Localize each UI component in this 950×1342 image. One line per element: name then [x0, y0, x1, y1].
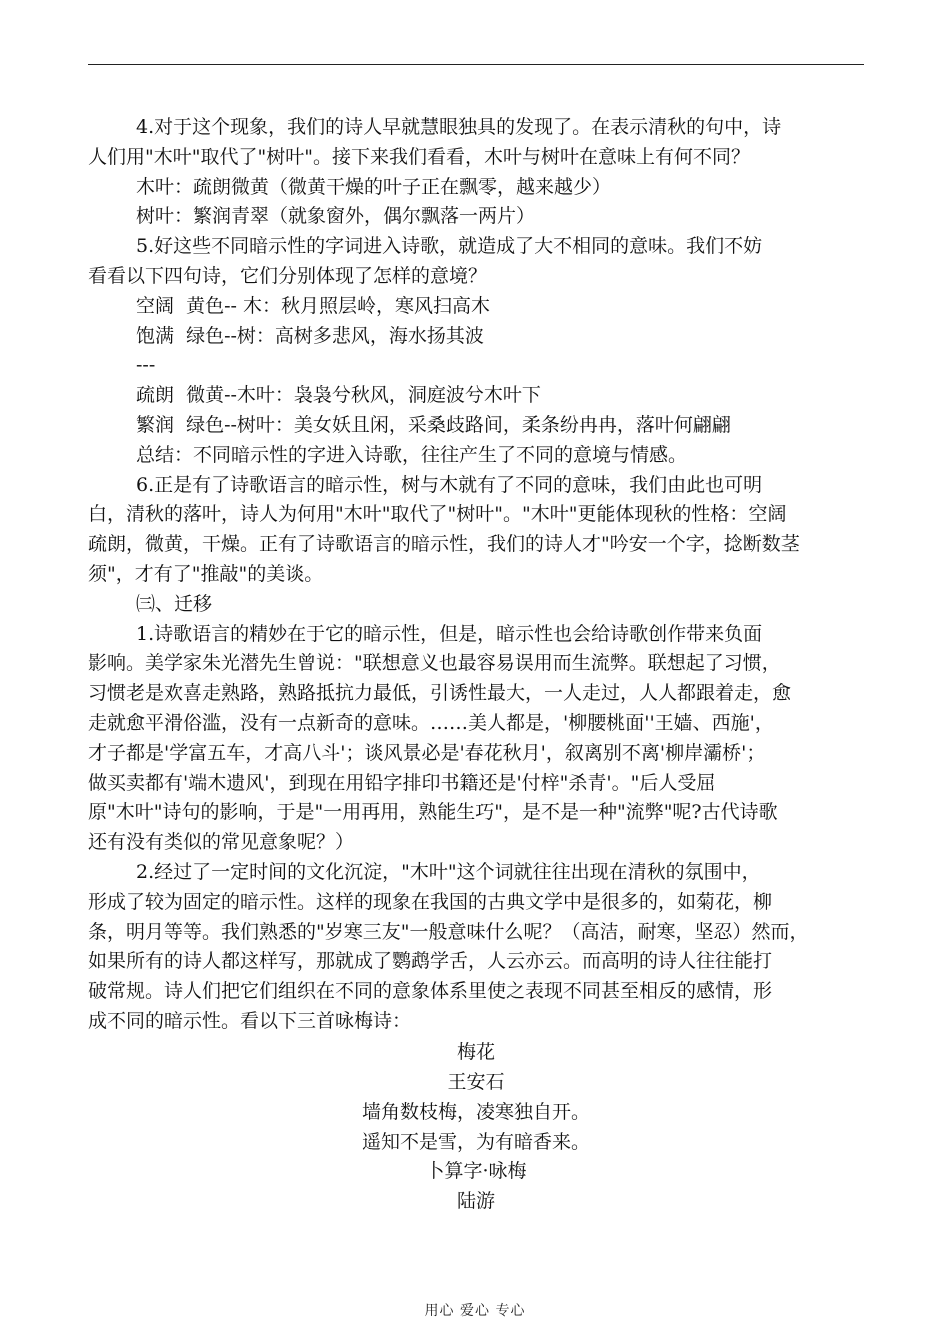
paragraph-line: 木叶：疏朗微黄（微黄干燥的叶子正在飘零，越来越少） — [136, 175, 612, 198]
paragraph-line: 2.经过了一定时间的文化沉淀，"木叶"这个词就往往出现在清秋的氛围中， — [136, 860, 761, 883]
paragraph-line: 成不同的暗示性。看以下三首咏梅诗： — [88, 1009, 412, 1032]
poem-title: 卜算字·咏梅 — [425, 1160, 527, 1183]
paragraph-line: 白，清秋的落叶，诗人为何用"木叶"取代了"树叶"。"木叶"更能体现秋的性格：空阔 — [88, 503, 787, 526]
poem-title: 梅花 — [456, 1041, 495, 1064]
paragraph-line: 疏朗 微黄--木叶：袅袅兮秋风，洞庭波兮木叶下 — [136, 384, 541, 407]
section-heading: ㈢、迁移 — [136, 592, 213, 615]
paragraph-line: 做买卖都有'端木遗风'，到现在用铅字排印书籍还是'付梓"杀青'。"后人受屈 — [88, 771, 716, 794]
poem-verse: 遥知不是雪，为有暗香来。 — [361, 1130, 590, 1153]
document-body — [88, 113, 864, 1217]
paragraph-line: 5.好这些不同暗示性的字词进入诗歌，就造成了大不相同的意味。我们不妨 — [136, 235, 763, 258]
paragraph-line: 影响。美学家朱光潜先生曾说："联想意义也最容易误用而生流弊。联想起了习惯， — [88, 652, 781, 675]
paragraph-line: 疏朗，微黄，干燥。正有了诗歌语言的暗示性，我们的诗人才"吟安一个字，捻断数茎 — [88, 533, 800, 556]
paragraph-line: 破常规。诗人们把它们组织在不同的意象体系里使之表现不同甚至相反的感情，形 — [88, 980, 773, 1003]
paragraph-line: 条，明月等等。我们熟悉的"岁寒三友"一般意味什么呢？（高洁，耐寒，坚忍）然而， — [88, 920, 809, 943]
paragraph-line: 人们用"木叶"取代了"树叶"。接下来我们看看，木叶与树叶在意味上有何不同？ — [88, 145, 750, 168]
paragraph-line: 习惯老是欢喜走熟路，熟路抵抗力最低，引诱性最大，一人走过，人人都跟着走，愈 — [88, 682, 792, 705]
paragraph-line: 空阔 黄色-- 木：秋月照层岭，寒风扫高木 — [136, 294, 490, 317]
poem-author: 王安石 — [447, 1071, 505, 1094]
paragraph-line: 才子都是'学富五车，才高八斗'；谈风景必是'春花秋月'，叙离别不离'柳岸灞桥'； — [88, 741, 766, 764]
paragraph-line: 树叶：繁润青翠（就象窗外，偶尔飘落一两片） — [136, 205, 536, 228]
paragraph-line: 原"木叶"诗句的影响，于是"一用再用，熟能生巧"，是不是一种"流弊"呢?古代诗歌 — [88, 801, 778, 824]
paragraph-line: 如果所有的诗人都这样写，那就成了鹦鹉学舌，人云亦云。而高明的诗人往往能打 — [88, 950, 773, 973]
paragraph-line: 形成了较为固定的暗示性。这样的现象在我国的古典文学中是很多的，如菊花，柳 — [88, 890, 773, 913]
poem-verse: 墙角数枝梅，凌寒独自开。 — [361, 1100, 590, 1123]
paragraph-line: 繁润 绿色--树叶：美女妖且闲，采桑歧路间，柔条纷冉冉，落叶何翩翩 — [136, 413, 731, 436]
paragraph-line: --- — [136, 354, 156, 377]
paragraph-line: 6.正是有了诗歌语言的暗示性，树与木就有了不同的意味，我们由此也可明 — [136, 473, 763, 496]
paragraph-line: 还有没有类似的常见意象呢？） — [88, 831, 355, 854]
page-footer: 用心 爱心 专心 — [424, 1303, 526, 1319]
paragraph-line: 饱满 绿色--树：高树多悲风，海水扬其波 — [136, 324, 484, 347]
paragraph-line: 1.诗歌语言的精妙在于它的暗示性，但是，暗示性也会给诗歌创作带来负面 — [136, 622, 763, 645]
paragraph-line: 总结：不同暗示性的字进入诗歌，往往产生了不同的意境与情感。 — [136, 443, 688, 466]
paragraph-line: 4.对于这个现象，我们的诗人早就慧眼独具的发现了。在表示清秋的句中，诗 — [136, 116, 782, 138]
header-rule — [88, 64, 864, 65]
paragraph-line: 须"，才有了"推敲"的美谈。 — [88, 562, 324, 585]
paragraph-line: 看看以下四句诗，它们分别体现了怎样的意境？ — [88, 264, 488, 287]
paragraph-line: 走就愈平滑俗滥，没有一点新奇的意味。……美人都是，'柳腰桃面''王嫱、西施'， — [88, 711, 774, 734]
poem-author: 陆游 — [456, 1190, 495, 1213]
